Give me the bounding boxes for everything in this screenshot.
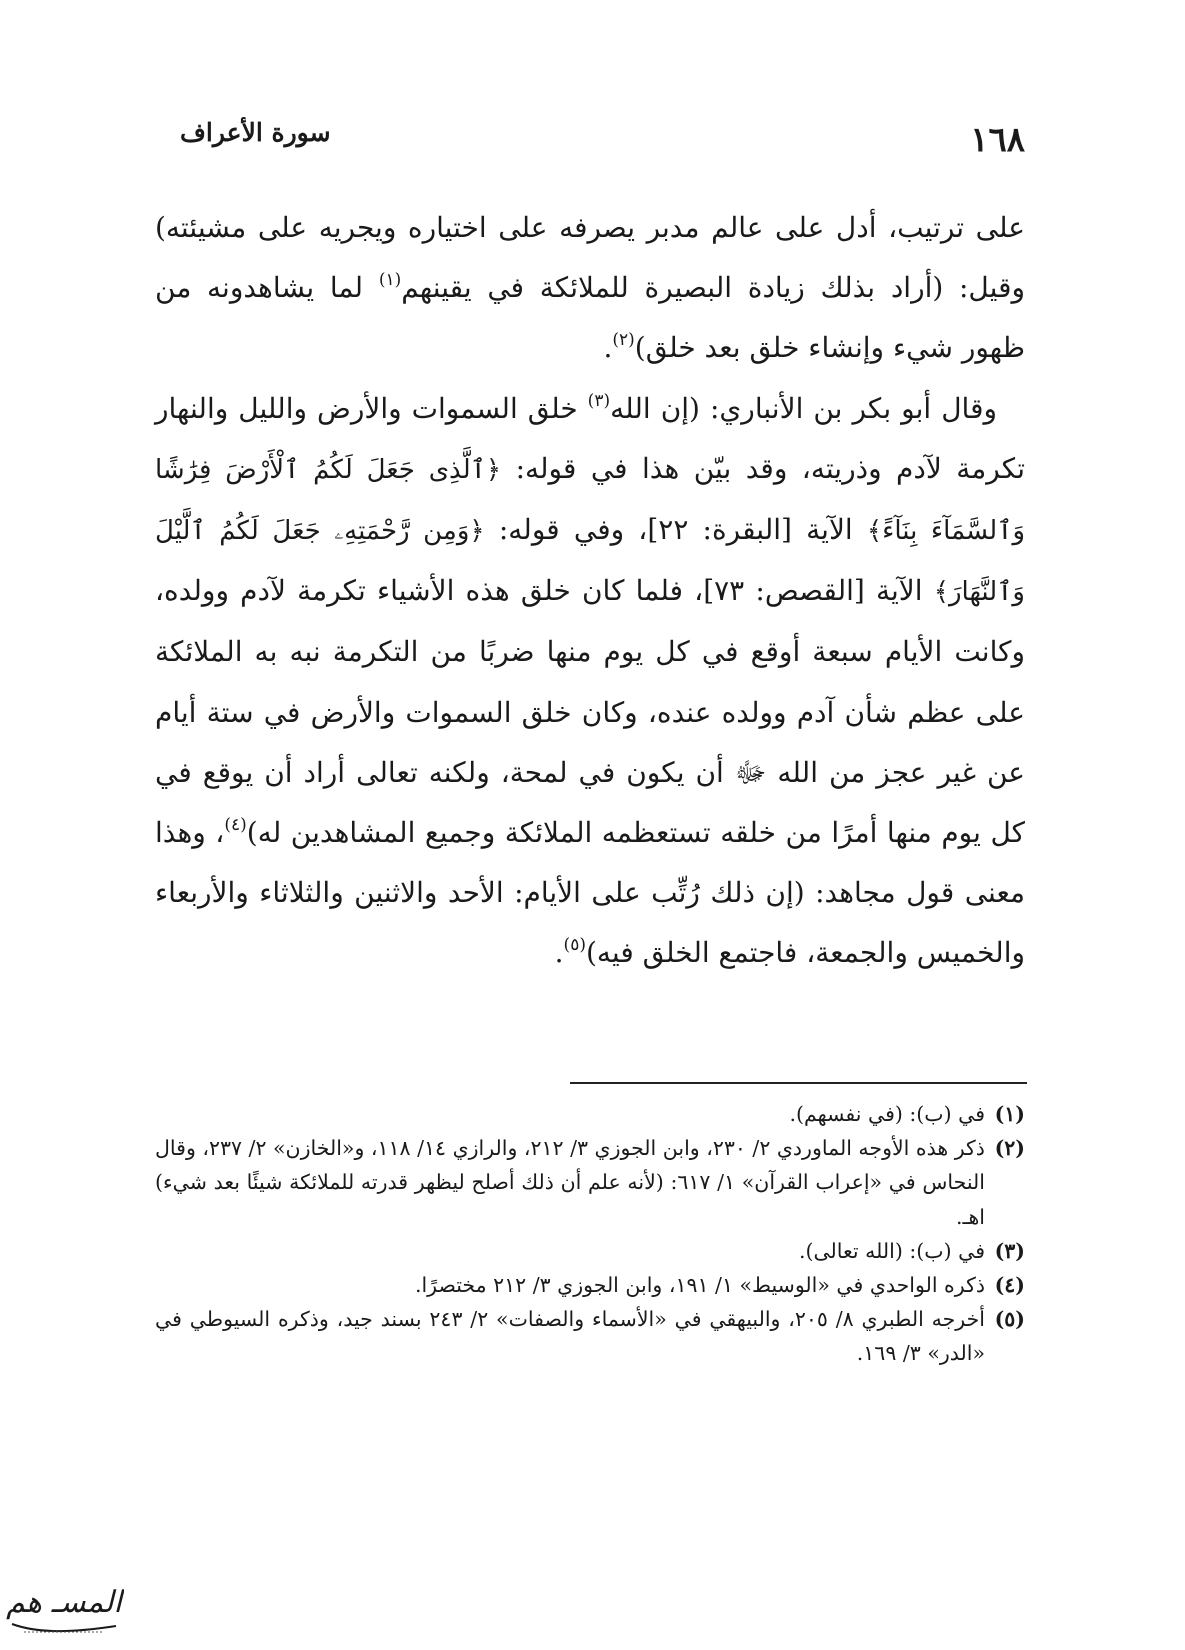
page-header	[150, 112, 1025, 162]
footnote-number: (٥)	[994, 1307, 1025, 1332]
footnote-ref-1[interactable]: (١)	[378, 270, 402, 291]
quran-verse-1: ﴿ٱلَّذِى جَعَلَ لَكُمُ ٱلْأَرْضَ فِرَٰشًا وَٱلسَّمَآءَ بِنَآءً﴾	[155, 454, 1026, 547]
footnote-ref-3[interactable]: (٣)	[587, 390, 611, 411]
p1-line2b: لما يشاهدونه من ظهور شيء وإنشاء خلق بعد خلق)	[155, 271, 1025, 365]
main-text	[155, 198, 1025, 984]
footnote-number: (٣)	[994, 1238, 1025, 1263]
logo-calligraphy: المسـ هم	[6, 1585, 122, 1620]
quran-verse-2: ﴿وَمِن رَّحْمَتِهِۦ جَعَلَ لَكُمُ ٱلَّيْلَ وَٱلنَّهَارَ﴾	[155, 516, 1025, 608]
page-number: ١٦٨	[970, 120, 1025, 160]
library-logo	[4, 1572, 124, 1642]
p2-a: وقال أبو بكر بن الأنباري: (إن الله	[610, 391, 997, 425]
footnote-4	[155, 1268, 1025, 1302]
p1-end: .	[603, 331, 613, 365]
p2-c: الآية [البقرة: ٢٢]، وفي قوله:	[484, 513, 867, 547]
footnote-text: ذكره الواحدي في «الوسيط» ١/ ١٩١، وابن الجوزي ٣/ ٢١٢ مختصرًا.	[414, 1273, 985, 1298]
footnotes	[155, 1097, 1025, 1371]
footnote-text: أخرجه الطبري ٨/ ٢٠٥، والبيهقي في «الأسماء والصفات» ٢/ ٢٤٣ بسند جيد، وذكره السيوطي في «الدر» ٣/ ١٦٩.	[155, 1307, 985, 1366]
surah-title: سورة الأعراف	[180, 118, 331, 147]
footnote-separator	[570, 1082, 1027, 1084]
footnote-ref-2[interactable]: (٢)	[612, 330, 635, 351]
footnote-ref-4[interactable]: (٤)	[224, 815, 247, 836]
p2-e: ، وهذا معنى قول مجاهد: (إن ذلك رُتِّب على الأيام: الأحد والاثنين والثلاثاء والأربعاء والخميس والجمعة، فاجتمع الخلق فيه)	[155, 816, 1025, 970]
p2-b: خلق السموات والأرض والليل والنهار تكرمة لآدم وذريته، وقد بيّن هذا في قوله:	[155, 391, 1026, 485]
footnote-3	[155, 1234, 1025, 1268]
footnote-text: في (ب): (في نفسهم).	[789, 1102, 985, 1126]
p2-end: .	[554, 936, 564, 970]
footnote-1	[155, 1097, 1025, 1131]
p1-line1: على ترتيب، أدل على عالم مدبر يصرفه على اختياره ويجريه على مشيئته)	[155, 211, 1025, 244]
footnote-number: (٤)	[994, 1273, 1025, 1298]
footnote-ref-5[interactable]: (٥)	[563, 935, 586, 956]
footnote-5	[155, 1302, 1025, 1370]
footnote-number: (١)	[994, 1102, 1025, 1126]
paragraph-2	[155, 379, 1025, 984]
p1-line2a: وقيل: (أراد بذلك زيادة البصيرة للملائكة في يقينهم	[401, 271, 1025, 305]
footnote-text: في (ب): (الله تعالى).	[798, 1238, 985, 1263]
logo-stroke	[12, 1624, 116, 1631]
footnote-2	[155, 1131, 1025, 1234]
footnote-number: (٢)	[994, 1136, 1025, 1161]
footnote-text: ذكر هذه الأوجه الماوردي ٢/ ٢٣٠، وابن الجوزي ٣/ ٢١٢، والرازي ١٤/ ١١٨، و«الخازن» ٢/ ٢٣٧، وقال النحاس في «إعراب القرآن» ١/ ٦١٧: (لأنه علم أن ذلك أصلح ليظهر قدرته للملائكة شيئًا بعد شيء) اهـ.	[155, 1136, 985, 1229]
paragraph-1	[155, 198, 1025, 379]
p2-d: الآية [القصص: ٧٣]، فلما كان خلق هذه الأشياء تكرمة لآدم وولده، وكانت الأيام سبعة أوقع في كل يوم منها ضربًا من التكرمة نبه به الملائكة على عظم شأن آدم وولده عنده، وكان خلق السموات والأرض في ستة أيام عن غير عجز من الله ﷻ أن يكون في لمحة، ولكنه تعالى أراد أن يوقع في كل يوم منها أمرًا من خلقه تستعظمه الملائكة وجميع المشاهدين له)	[155, 574, 1026, 850]
